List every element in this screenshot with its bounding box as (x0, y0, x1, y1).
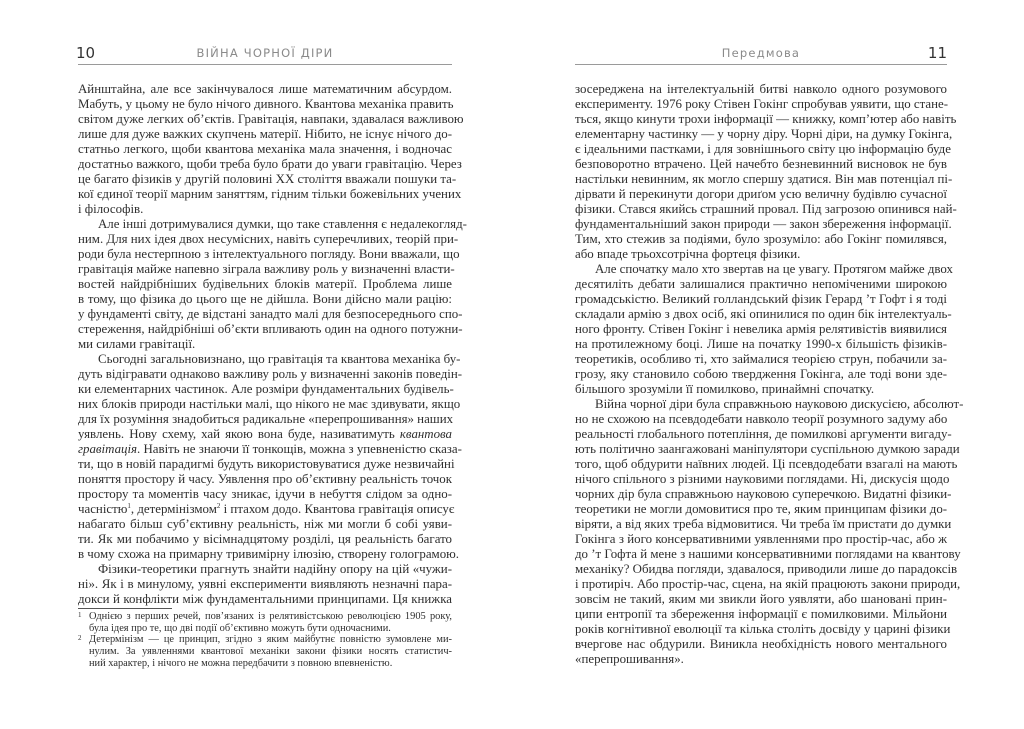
body-text (78, 82, 467, 607)
text-line: кої єдиної теорії марним заняттям, гідним тільки божевільних учених (78, 187, 462, 201)
text-line: того, щоб обдурити наївних людей. Ці псевдодебати взагалі на мають (575, 457, 958, 471)
text-line: зовсім не такий, яким ми звикли його уявляти, або шановані прин- (575, 592, 947, 606)
text-line: ми силами гравітації. (78, 337, 196, 351)
paragraph (78, 352, 463, 562)
text-line: Тим, хто стежив за подіями, було зрозуміло: або Гокінг помилявся, (575, 232, 947, 246)
left-page (76, 0, 467, 729)
running-head: ВІЙНА ЧОРНОЇ ДІРИ (196, 46, 334, 60)
text-line: віряти, а від яких треба відмовитися. Чи треба їм пристати до думки (575, 517, 952, 531)
footnote (78, 611, 452, 634)
text-line: нулим. За уявленнями квантової механіки закони фізики носять статистич- (89, 646, 452, 658)
page-header (78, 44, 452, 65)
text-line: ним. Для них ідея двох несумісних, навіть суперечливих, теорій при- (78, 232, 459, 246)
text-line: Фізики-теоретики прагнуть знайти надійну опору на цій «чужи- (98, 562, 452, 576)
text-line: фізики. Стався якийсь страшний провал. Під загрозою опинився най- (575, 202, 957, 216)
text-line: зосереджена на інтелектуальній битві навколо одного розумового (575, 82, 947, 96)
text-line: ного фронту. Стівен Гокінг і невелика армія релятивістів виявилися (575, 322, 947, 336)
text-line: но не схожою на псевдодебати навколо теорії розумного задуму або (575, 412, 948, 426)
text-line: набагато більш суб’єктивну реальність, ніж ми могли б собі уяви- (78, 517, 452, 531)
text-line: до ’т Гофта й мене з нашими консервативними поглядами на квантову (575, 547, 961, 561)
paragraph (78, 562, 452, 607)
paragraph (575, 82, 957, 262)
text-line: ти. Як ми побачимо у вісімнадцятому розділі, ця реальність багато (78, 532, 452, 546)
text-line: теоретики не могли домовитися про те, яким принципам фізики до- (575, 502, 948, 516)
text-line: нічого спільного з різними науковими поглядами. Ні, дискусія щодо (575, 472, 950, 486)
footnote (78, 634, 452, 669)
text-line: в чому схожа на примарну тривимірну ілюзію, створену голограмою. (78, 547, 460, 561)
text-line: і філософів. (78, 202, 144, 216)
text-line: Детермінізм — це принцип, згідно з яким майбутнє повністю зумовлене ми- (89, 634, 452, 646)
text-line: простору та моментів часу зникає, ідучи в небуття слідом за одно- (78, 487, 452, 501)
text-line: фундаментальніший закон природи — закон збереження інформації. (575, 217, 952, 231)
text-line: дуть відігравати однаково важливу роль у визначенні законів поведін- (78, 367, 463, 381)
text-line: вчергове нас обдурили. Виникла необхідність нового ментального (575, 637, 947, 651)
text-line: в тому, що фізика до цього ще не дійшла. Вони дійсно мали рацію: (78, 292, 452, 306)
footnotes (78, 611, 452, 669)
italic-text: квантова (399, 427, 452, 441)
text-line: є ідеальними пастками, і для зовнішнього світу цю інформацію буде (575, 142, 951, 156)
footnote-divider (78, 608, 172, 609)
text-line: поняття простору й часу. Уявлення про об’єктивну реальність точок (78, 472, 452, 486)
text-line: Мабуть, у цьому не було нічого дивного. Квантова механіка править (78, 97, 454, 111)
text-line: грозу, яку становило собою твердження Гокінга, але тоді вони зде- (575, 367, 947, 381)
text-line: Однією з перших речей, пов’язаних із релятивістською революцією 1905 року, (89, 611, 452, 622)
text-line: для їх розуміння знадобиться радикальне «перепрошивання» наших (78, 412, 454, 426)
text-line: елементарну частинку — у чорну діру. Чорні діри, на думку Гокінга, (575, 127, 953, 141)
text-line: ний характер, і нічого не можна передбачити з повною впевненістю. (89, 657, 393, 669)
text-line: ють політично заангажовані маніпулятори суспільною думкою заради (575, 442, 960, 456)
text-line: у фундаменті світу, де відстані занадто малі для безпосереднього спо- (78, 307, 463, 321)
running-head: Передмова (721, 46, 801, 60)
text-segment: часністю (78, 502, 128, 516)
footnote-number: 1 (78, 611, 82, 619)
paragraph (575, 262, 953, 397)
text-line: ти, що в новій парадигмі будуть використовуватися дуже незвичайні (78, 457, 455, 471)
text-line: громадськістю. Великий голландський фізик Герард ’т Гофт і я тоді (575, 292, 947, 306)
footnote-reference: 1 (127, 502, 131, 510)
text-line: безповоротно втрачено. Цей начебто безневинний висновок не був (575, 157, 947, 171)
text-line: ципи ентропії та збереження інформації є помилковими. Мільйони (575, 607, 947, 621)
text-line: чорних дір була справжньою науковою суперечкою. Видатні фізики- (575, 487, 952, 501)
text-line: достатньо важкого, щоби треба було брати до уваги гравітацію. Через (78, 157, 462, 171)
page-number: 11 (927, 44, 947, 62)
text-line (78, 427, 452, 442)
text-line: гравітація майже напевно зіграла важливу роль у визначенні власти- (78, 262, 455, 276)
footnote-reference: 2 (216, 502, 221, 510)
italic-text: гравітація (78, 442, 138, 456)
text-line: була ідея про те, що дві події об’єктивно можуть бути одночасними. (89, 622, 391, 634)
text-line: більшого зрозуміли її помилково, принаймні спочатку. (575, 382, 875, 396)
body-text (575, 82, 964, 667)
page-number: 10 (76, 44, 96, 62)
right-page (575, 0, 964, 729)
text-line: Гокінга з його консервативними уявленнями про простір-час, або ж (575, 532, 947, 546)
text-line: «перепрошивання». (575, 652, 684, 666)
text-segment: . Навіть не знаючи її тонкощів, можна з упевненістю сказа- (137, 442, 462, 456)
text-line: Але інші дотримувалися думки, що таке ставлення є недалекогляд- (98, 217, 467, 231)
text-line: лише для дуже важких скупчень матерії. Нібито, не існує нічого до- (78, 127, 452, 141)
text-line: ні». Як і в минулому, уявні експерименти виявляють незначні пара- (78, 577, 452, 591)
text-line: на протилежному боці. Лише на початку 1990-х більшість фізиків- (575, 337, 947, 351)
paragraph (575, 397, 964, 667)
text-line: стереження, найдрібніші об’єкти впливають один на одного потужни- (78, 322, 463, 336)
text-line: це багато фізиків у другій половині XX століття вважали пошуки та- (78, 172, 457, 186)
text-line (78, 442, 462, 457)
text-segment: і птахом додо. Квантова гравітація описує (220, 502, 455, 516)
text-line: десятиліть дебати залишалися практично непоміченими широкою (575, 277, 947, 291)
text-line: них блоків природи настільки малі, що нікого не має здивувати, якщо (78, 397, 461, 411)
text-line: дірвати й перекинути догори дриґом усю величну будівлю сучасної (575, 187, 947, 201)
paragraph (78, 217, 467, 352)
footnote-number: 2 (78, 634, 82, 643)
text-line: Але спочатку мало хто звертав на це увагу. Протягом майже двох (595, 262, 953, 276)
text-segment: , детермінізмом (130, 502, 217, 516)
text-line: механіку? Обидва погляди, здавалося, приводили лише до парадоксів (575, 562, 958, 576)
page-header (575, 44, 947, 65)
text-line: настільки невинним, як могло спершу здатися. Він мав потенціал пі- (575, 172, 953, 186)
text-line: років когнітивної еволюції та кілька століть досвіду у царині фізики (575, 622, 951, 636)
text-line: або впаде трьохсотрічна фортеця фізики. (575, 247, 801, 261)
text-line: роди була нестерпною з інтелектуального погляду. Вони вважали, що (78, 247, 460, 261)
text-line (78, 502, 455, 517)
text-line: ки елементарних частинок. Але розміри фундаментальних будівель- (78, 382, 454, 396)
text-line: ться, якщо кинути трохи інформації — книжку, комп’ютер або навіть (575, 112, 957, 126)
text-line: Війна чорної діри була справжньою науковою дискусією, абсолют- (595, 397, 964, 411)
text-line: і протиріч. Або простір-час, сцена, на якій працюють закони природи, (575, 577, 961, 591)
text-line: складали армію з двох осіб, які опинилися по один бік інтелектуаль- (575, 307, 952, 321)
text-line: востей найдрібніших будівельних блоків матерії. Проблема лише (78, 277, 452, 291)
text-line: теоретиків, особливо ті, хто займалися теорією струн, побачили за- (575, 352, 947, 366)
text-line: Сьогодні загальновизнано, що гравітація та квантова механіка бу- (98, 352, 461, 366)
text-line: Айнштайна, але все закінчувалося лише математичним абсурдом. (78, 82, 452, 96)
paragraph (78, 82, 464, 217)
text-line: світом дуже легких об’єктів. Гравітація, навпаки, здавалася важливою (78, 112, 464, 126)
text-segment: уявлень. Нову схему, хай якою вона буде, називатимуть (78, 427, 400, 441)
text-line: експерименту. 1976 року Стівен Гокінг спробував уявити, що стане- (575, 97, 949, 111)
text-line: реальності глобального потепління, де помилкові аргументи вигаду- (575, 427, 952, 441)
text-line: статньо легкого, щоби квантова механіка мала значення, і водночас (78, 142, 452, 156)
text-line: докси й конфлікти між фундаментальними принципами. Ця книжка (78, 592, 452, 606)
